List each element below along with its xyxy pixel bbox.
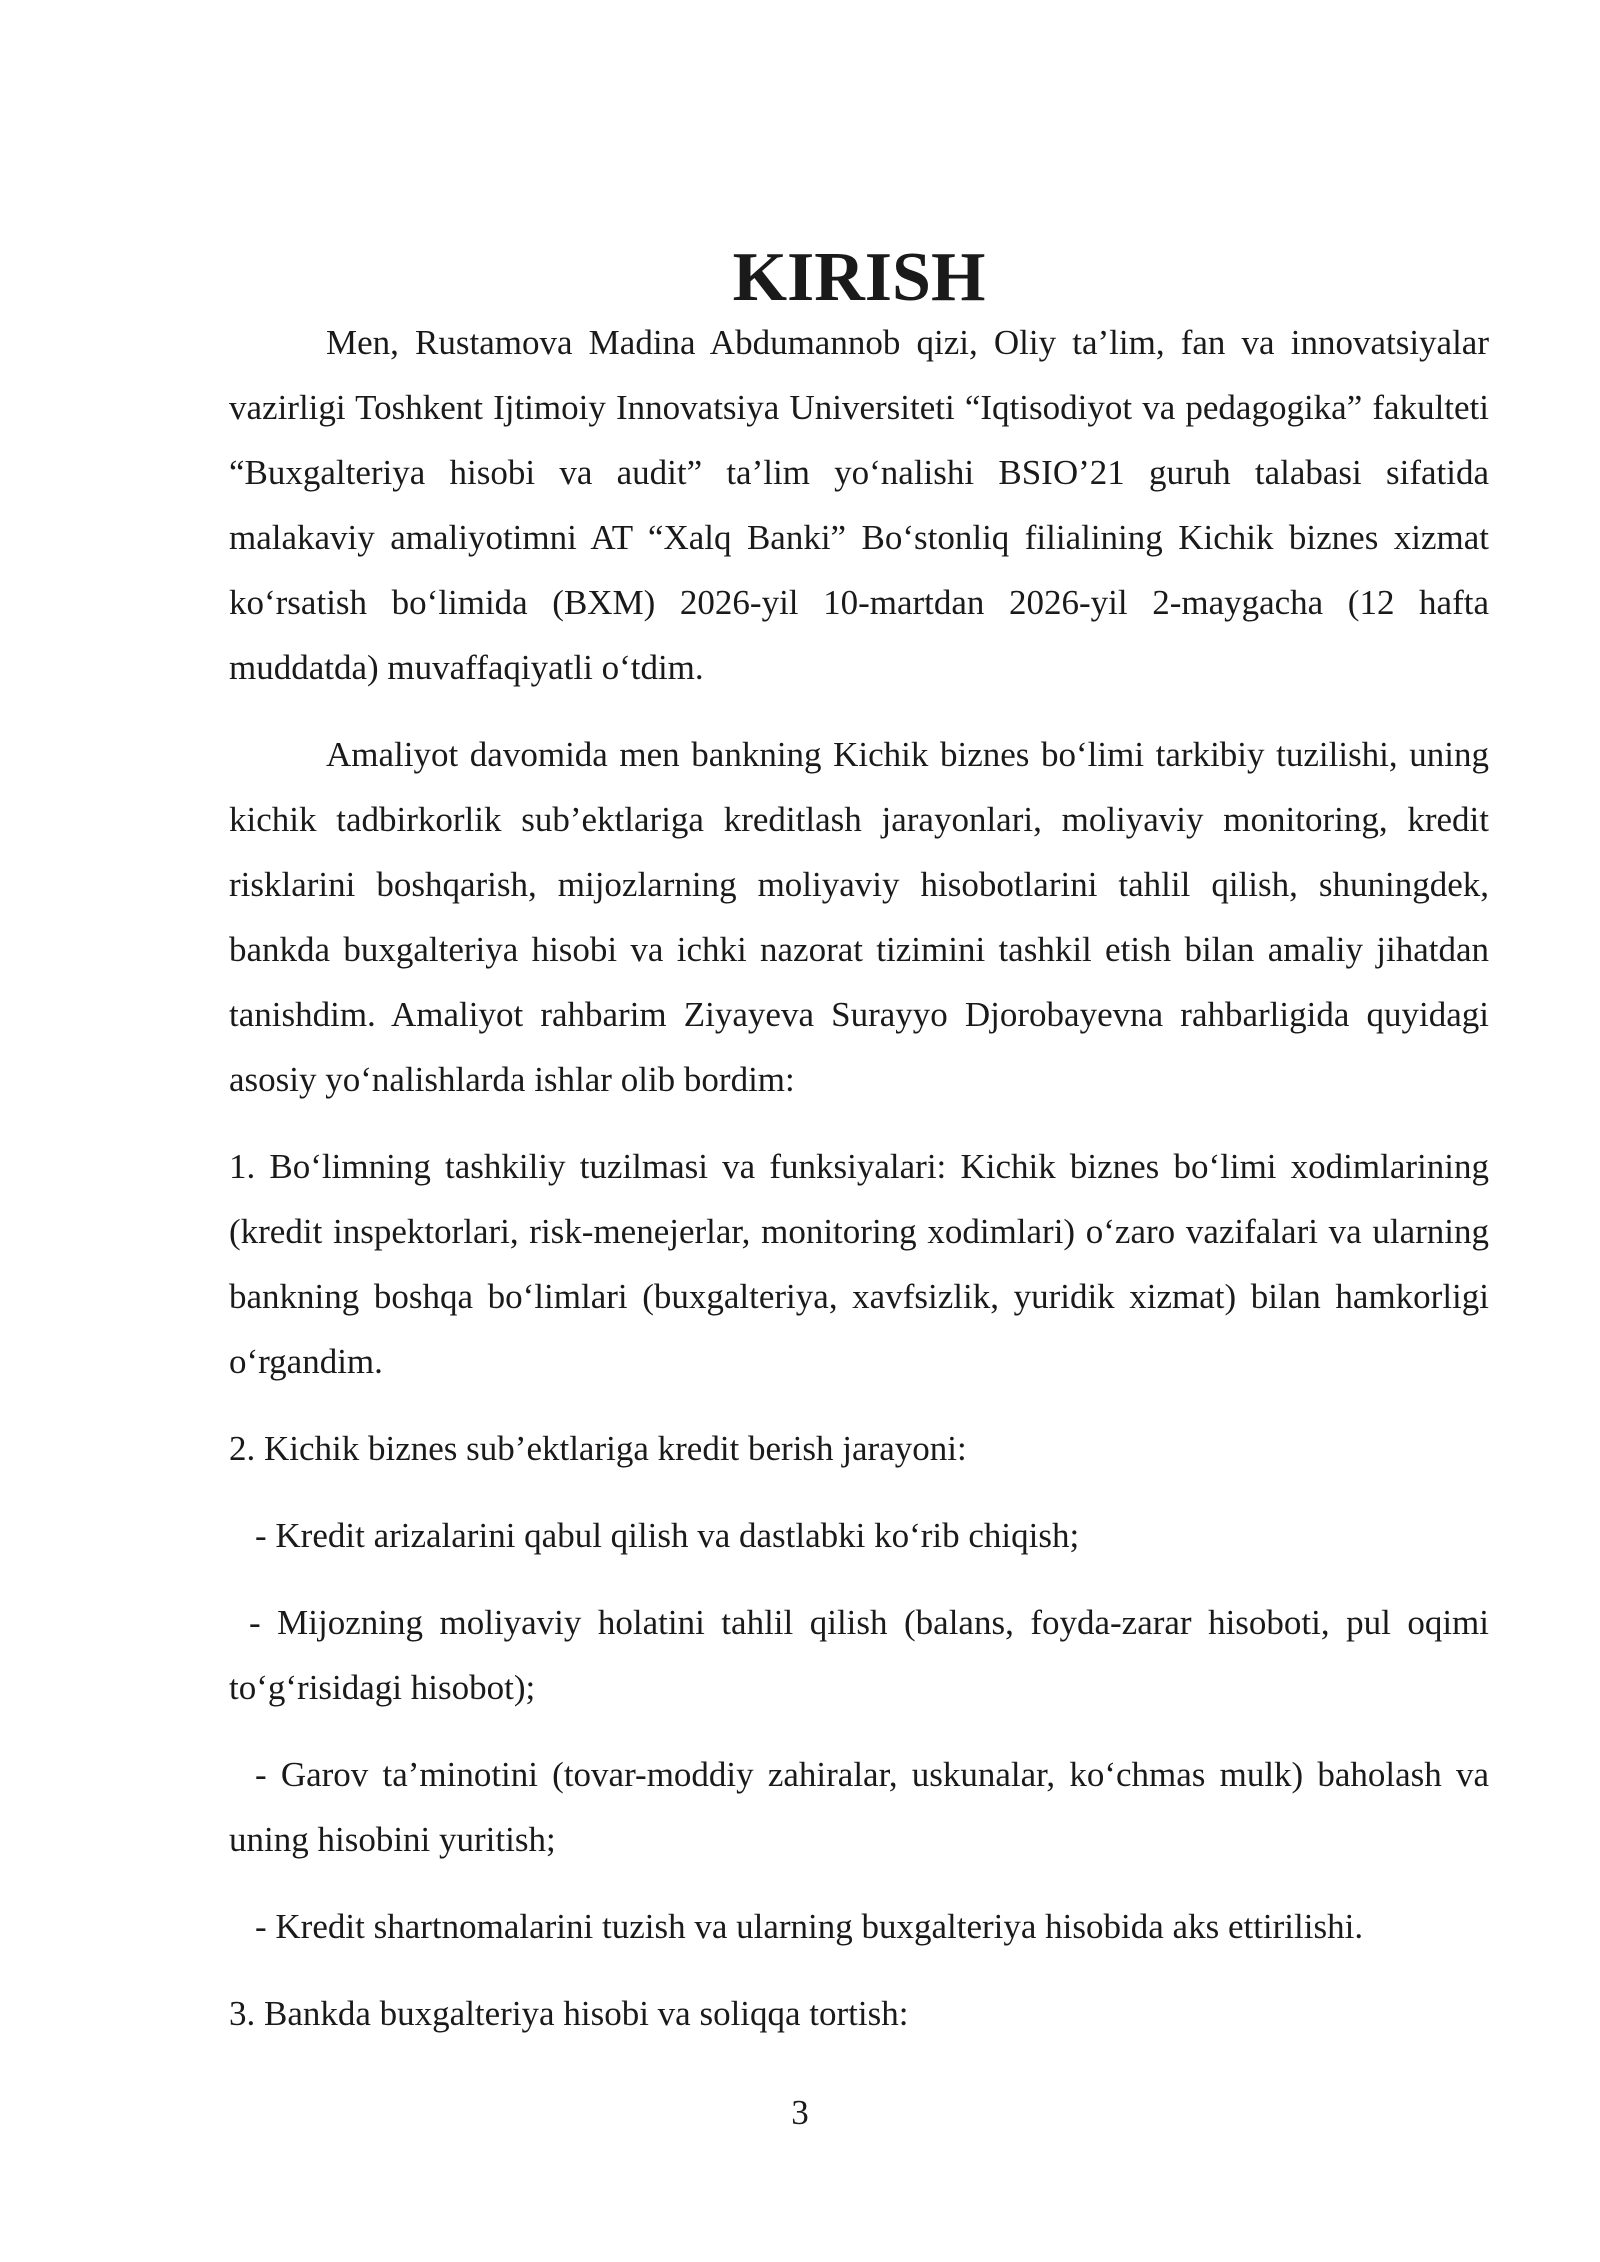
sub-item-financial-analysis: - Mijozning moliyaviy holatini tahlil qilish (balans, foyda-zarar hisoboti, pul oqimi to‘g‘risidagi hisobot); bbox=[229, 1603, 1489, 1707]
sub-item-credit-applications: - Kredit arizalarini qabul qilish va dastlabki ko‘rib chiqish; bbox=[255, 1516, 1080, 1555]
section-title: KIRISH bbox=[732, 239, 986, 316]
list-item-1: 1. Bo‘limning tashkiliy tuzilmasi va funksiyalari: Kichik biznes bo‘limi xodimlarining (kredit inspektorlari, risk-menejerlar, monitoring xodimlari) o‘zaro vazifalari va ularning bankning boshqa bo‘limlari (buxgalteriya, xavfsizlik, yuridik xizmat) bilan hamkorligi o‘rgandim. bbox=[229, 1147, 1489, 1381]
list-item-2: 2. Kichik biznes sub’ektlariga kredit berish jarayoni: bbox=[229, 1429, 967, 1468]
paragraph-practice: Amaliyot davomida men bankning Kichik biznes bo‘limi tarkibiy tuzilishi, uning kichik tadbirkorlik sub’ektlariga kreditlash jarayonlari, moliyaviy monitoring, kredit risklarini boshqarish, mijozlarning moliyaviy hisobotlarini tahlil qilish, shuningdek, bankda buxgalteriya hisobi va ichki nazorat tizimini tashkil etish bilan amaliy jihatdan tanishdim. Amaliyot rahbarim Ziyayeva Surayyo Djorobayevna rahbarligida quyidagi asosiy yo‘nalishlarda ishlar olib bordim: bbox=[229, 735, 1489, 1099]
sub-item-credit-contracts: - Kredit shartnomalarini tuzish va ularning buxgalteriya hisobida aks ettirilishi. bbox=[255, 1907, 1364, 1946]
list-item-3: 3. Bankda buxgalteriya hisobi va soliqqa tortish: bbox=[229, 1994, 909, 2033]
paragraph-intro: Men, Rustamova Madina Abdumannob qizi, Oliy ta’lim, fan va innovatsiyalar vazirligi Toshkent Ijtimoiy Innovatsiya Universiteti “Iqtisodiyot va pedagogika” fakulteti “Buxgalteriya hisobi va audit” ta’lim yo‘nalishi BSIO’21 guruh talabasi sifatida malakaviy amaliyotimni AT “Xalq Banki” Bo‘stonliq filialining Kichik biznes xizmat ko‘rsatish bo‘limida (BXM) 2026-yil 10-martdan 2026-yil 2-maygacha (12 hafta muddatda) muvaffaqiyatli o‘tdim. bbox=[229, 323, 1489, 687]
document-page bbox=[229, 239, 1489, 2046]
sub-item-collateral: - Garov ta’minotini (tovar-moddiy zahiralar, uskunalar, ko‘chmas mulk) baholash va uning hisobini yuritish; bbox=[229, 1755, 1489, 1859]
page-number: 3 bbox=[791, 2093, 809, 2132]
